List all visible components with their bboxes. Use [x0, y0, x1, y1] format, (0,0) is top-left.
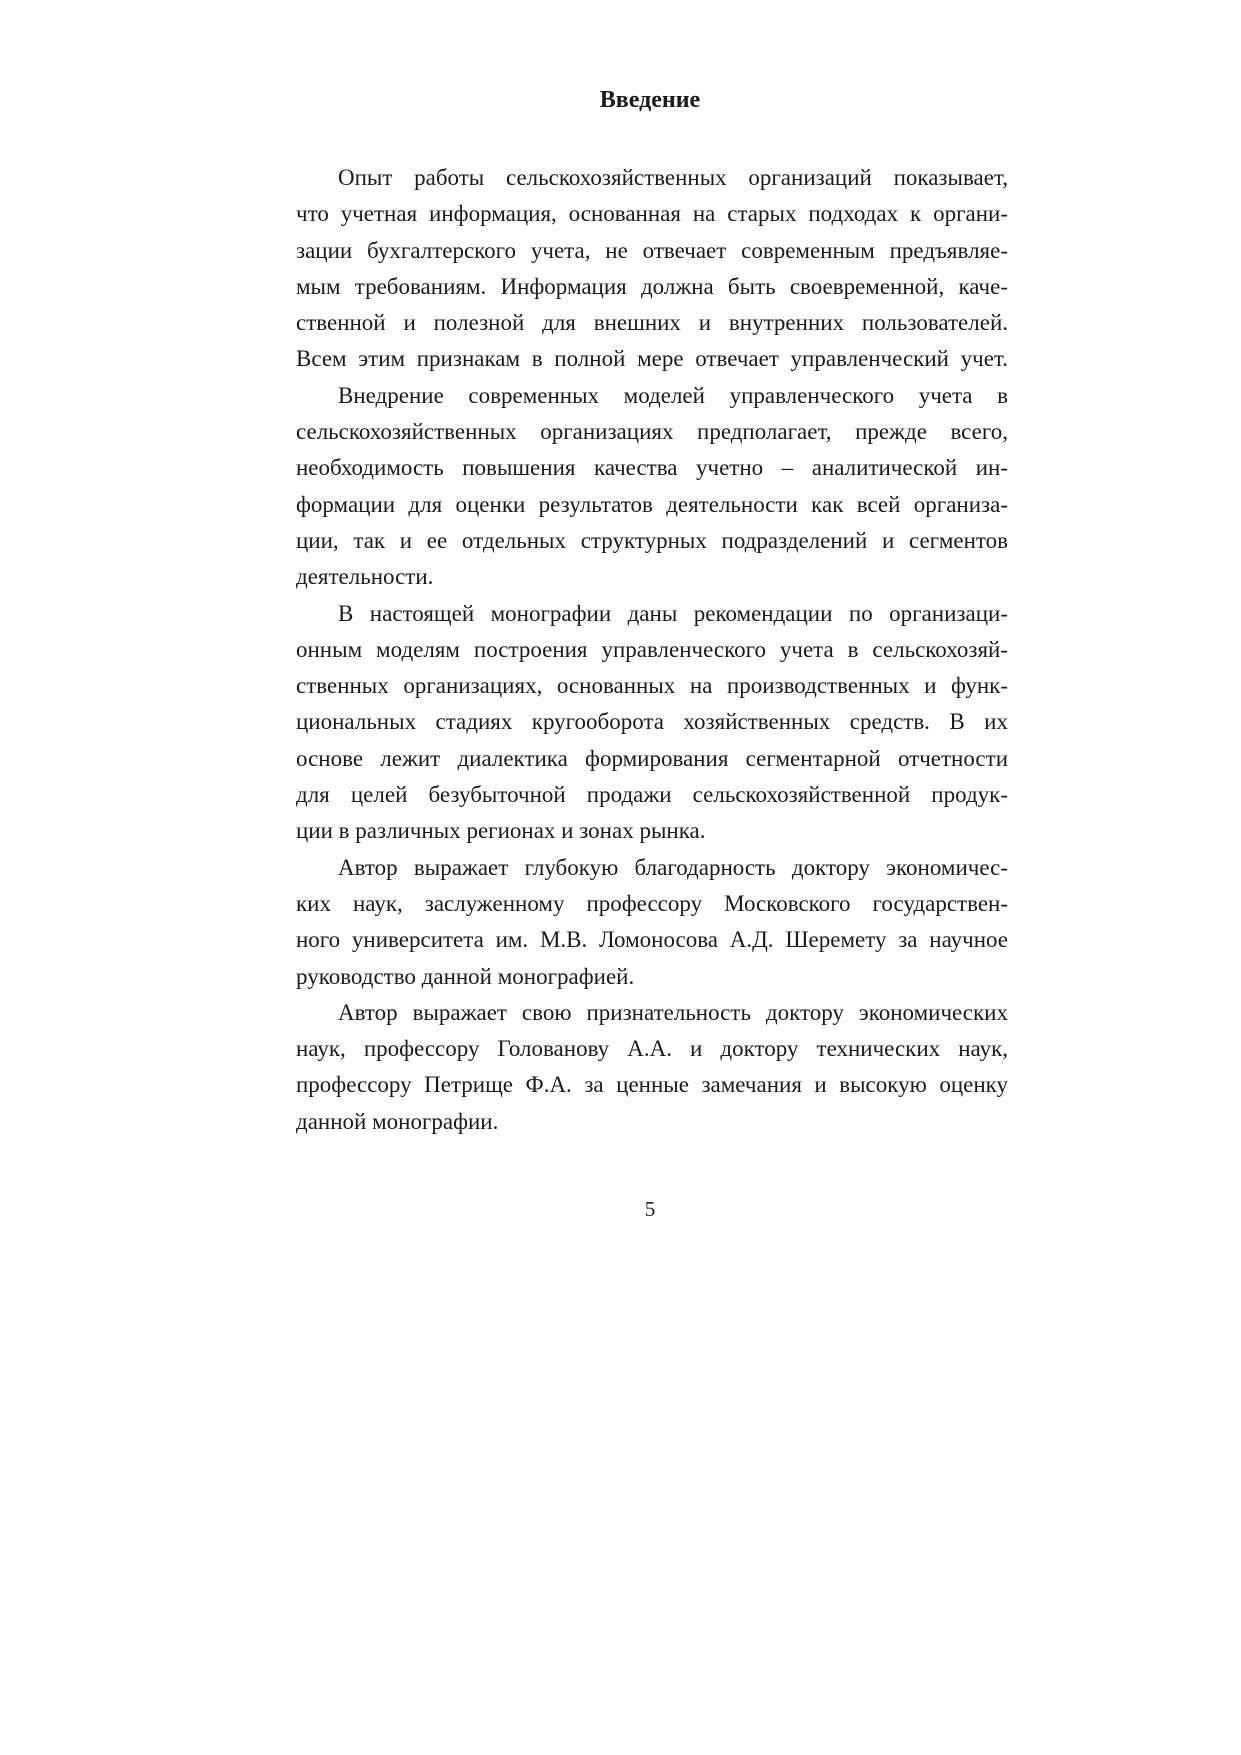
text-line: основе лежит диалектика формирования сегментарной отчетности	[296, 745, 1008, 771]
text-line: что учетная информация, основанная на старых подходах к органи-	[296, 201, 1008, 227]
text-line: для целей безубыточной продажи сельскохозяйственной продук-	[296, 782, 1008, 808]
text-line: Всем этим признакам в полной мере отвечает управленческий учет.	[296, 346, 1008, 372]
page-number: 5	[644, 1197, 656, 1221]
text-line: В настоящей монографии даны рекомендации по организаци-	[338, 600, 1008, 626]
text-line: ного университета им. М.В. Ломоносова А.Д. Шеремету за научное	[296, 927, 1008, 953]
text-line: руководство данной монографией.	[296, 963, 635, 989]
text-line: ственной и полезной для внешних и внутренних пользователей.	[296, 310, 1008, 336]
text-line: наук, профессору Голованову А.А. и доктору технических наук,	[296, 1036, 1008, 1062]
text-line: сельскохозяйственных организациях предполагает, прежде всего,	[296, 419, 1008, 445]
page-title: Введение	[599, 87, 701, 113]
paragraph-5	[296, 995, 1008, 1140]
text-line: мым требованиям. Информация должна быть своевременной, каче-	[296, 273, 1008, 299]
text-line: зации бухгалтерского учета, не отвечает современным предъявляе-	[296, 237, 1008, 263]
text-line: необходимость повышения качества учетно – аналитической ин-	[296, 455, 1008, 481]
paragraph-2	[296, 378, 1008, 596]
text-line: ции в различных регионах и зонах рынка.	[296, 818, 706, 844]
paragraph-4	[296, 850, 1008, 995]
text-line: ких наук, заслуженному профессору Московского государствен-	[296, 890, 1008, 916]
paragraph-1	[296, 160, 1008, 378]
text-line: ции, так и ее отдельных структурных подразделений и сегментов	[296, 527, 1008, 553]
text-line: данной монографии.	[296, 1108, 499, 1134]
text-line: онным моделям построения управленческого учета в сельскохозяй-	[296, 636, 1008, 662]
text-line: Автор выражает свою признательность доктору экономических	[338, 999, 1008, 1025]
text-line: циональных стадиях кругооборота хозяйственных средств. В их	[296, 709, 1008, 735]
body-text	[296, 160, 1008, 1140]
text-line: деятельности.	[296, 564, 434, 590]
text-line: ственных организациях, основанных на производственных и функ-	[296, 673, 1008, 699]
paragraph-3	[296, 596, 1008, 850]
text-line: Автор выражает глубокую благодарность доктору экономичес-	[338, 854, 1008, 880]
text-line: профессору Петрище Ф.А. за ценные замечания и высокую оценку	[296, 1072, 1008, 1098]
text-line: формации для оценки результатов деятельности как всей организа-	[296, 491, 1008, 517]
text-line: Опыт работы сельскохозяйственных организаций показывает,	[338, 165, 1008, 190]
text-line: Внедрение современных моделей управленческого учета в	[338, 382, 1008, 408]
